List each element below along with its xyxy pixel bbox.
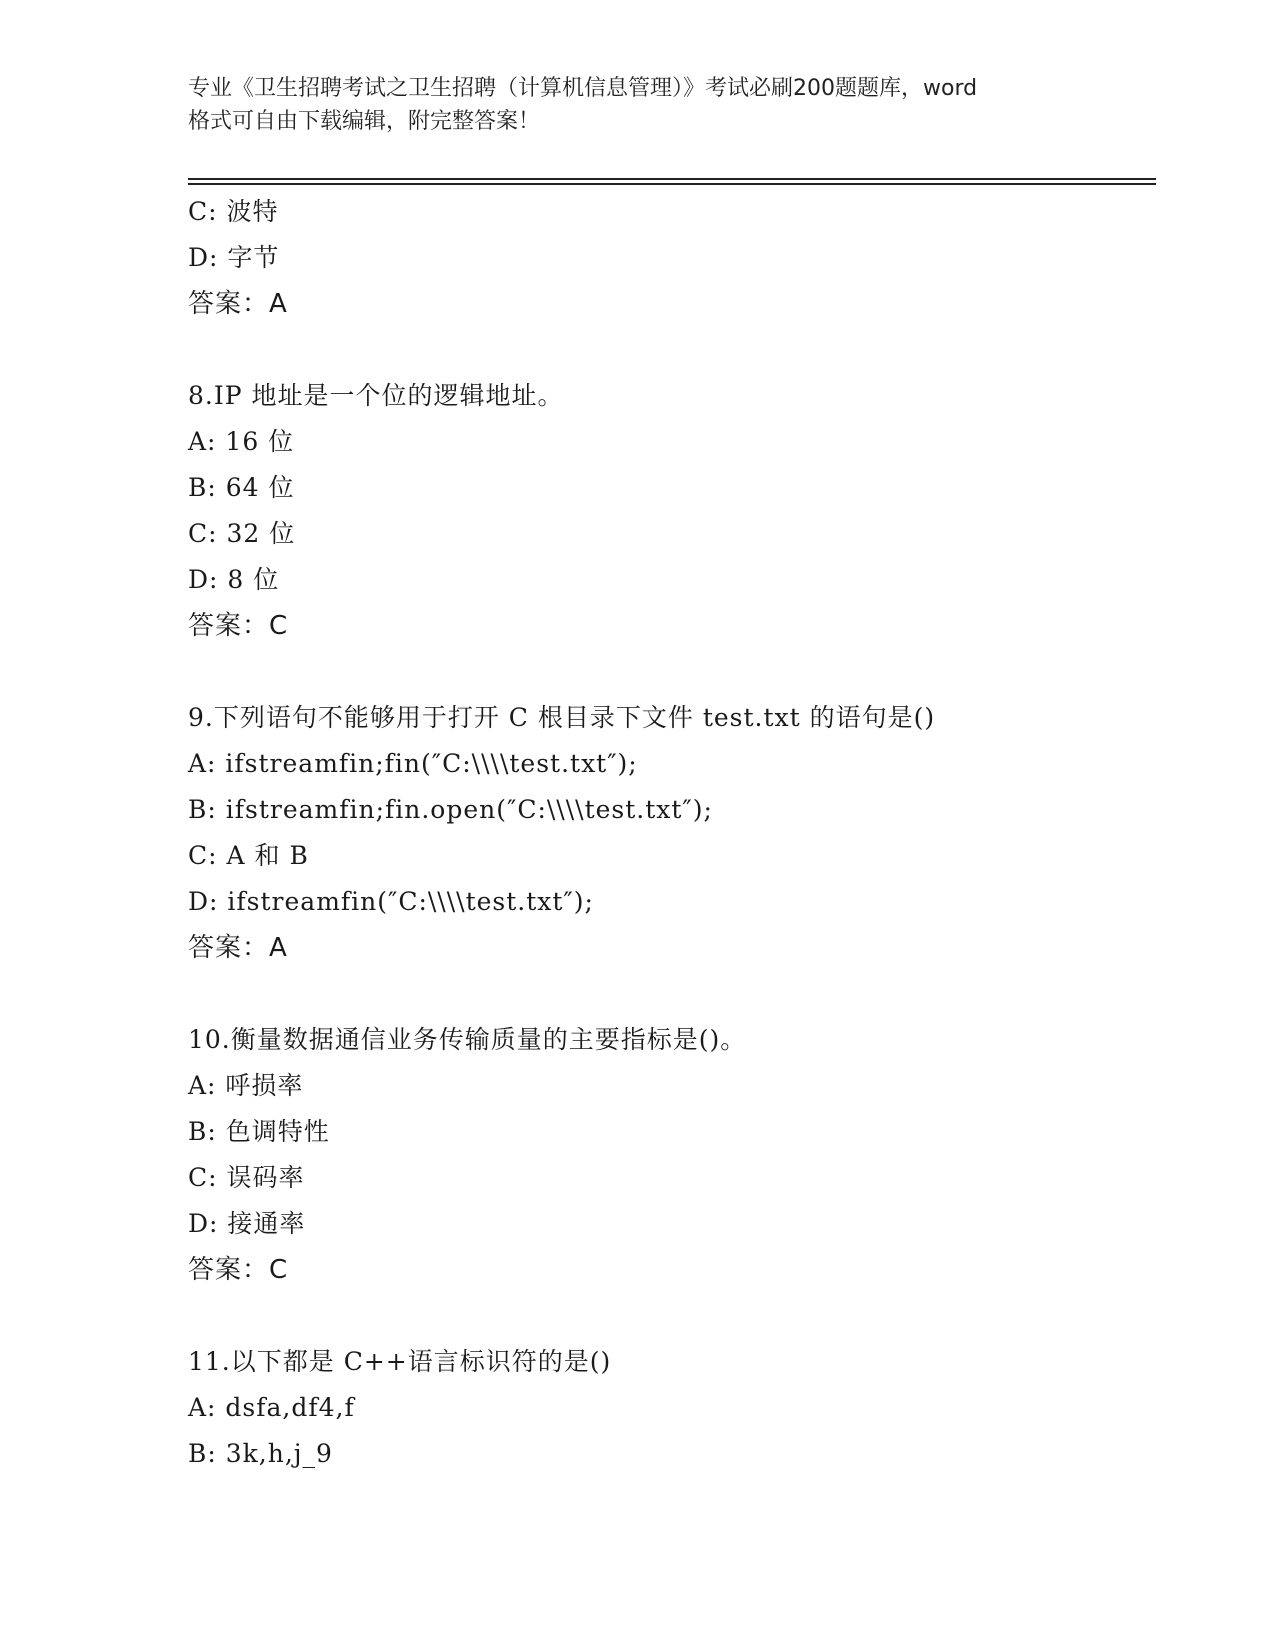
option-c: C: 波特 <box>188 197 279 226</box>
question-block <box>188 1017 1156 1293</box>
document-header <box>188 72 1088 138</box>
question-list <box>188 189 1156 1477</box>
question-block <box>188 1339 1156 1477</box>
header-rule-bottom <box>188 183 1156 185</box>
question-block <box>188 189 1156 327</box>
option-a: A: 16 位 <box>188 427 295 456</box>
option-a: A: ifstreamfin;fin(″C:\\\\test.txt″); <box>188 749 638 778</box>
option-d: D: 接通率 <box>188 1209 306 1238</box>
question-block <box>188 695 1156 971</box>
header-line-1: 专业《卫生招聘考试之卫生招聘（计算机信息管理）》考试必刷200题题库，word <box>188 76 978 101</box>
option-a: A: 呼损率 <box>188 1071 304 1100</box>
question-block <box>188 373 1156 649</box>
answer-line: 答案：C <box>188 611 289 641</box>
question-text: 8.IP 地址是一个位的逻辑地址。 <box>188 381 564 410</box>
option-b: B: 色调特性 <box>188 1117 330 1146</box>
option-b: B: 64 位 <box>188 473 295 502</box>
answer-line: 答案：A <box>188 289 288 319</box>
option-a: A: dsfa,df4,f <box>188 1393 355 1422</box>
option-d: D: 8 位 <box>188 565 280 594</box>
option-c: C: A 和 B <box>188 841 309 870</box>
question-text: 11.以下都是 C++语言标识符的是() <box>188 1347 612 1376</box>
question-text: 10.衡量数据通信业务传输质量的主要指标是()。 <box>188 1025 747 1054</box>
option-b: B: 3k,h,j_9 <box>188 1439 333 1468</box>
answer-line: 答案：C <box>188 1255 289 1285</box>
header-rule-top <box>188 178 1156 180</box>
option-b: B: ifstreamfin;fin.open(″C:\\\\test.txt″); <box>188 795 713 824</box>
option-d: D: 字节 <box>188 243 280 272</box>
option-c: C: 误码率 <box>188 1163 305 1192</box>
option-d: D: ifstreamfin(″C:\\\\test.txt″); <box>188 887 594 916</box>
answer-line: 答案：A <box>188 933 288 963</box>
header-line-2: 格式可自由下载编辑，附完整答案！ <box>188 109 541 134</box>
question-text: 9.下列语句不能够用于打开 C 根目录下文件 test.txt 的语句是() <box>188 703 936 732</box>
option-c: C: 32 位 <box>188 519 296 548</box>
